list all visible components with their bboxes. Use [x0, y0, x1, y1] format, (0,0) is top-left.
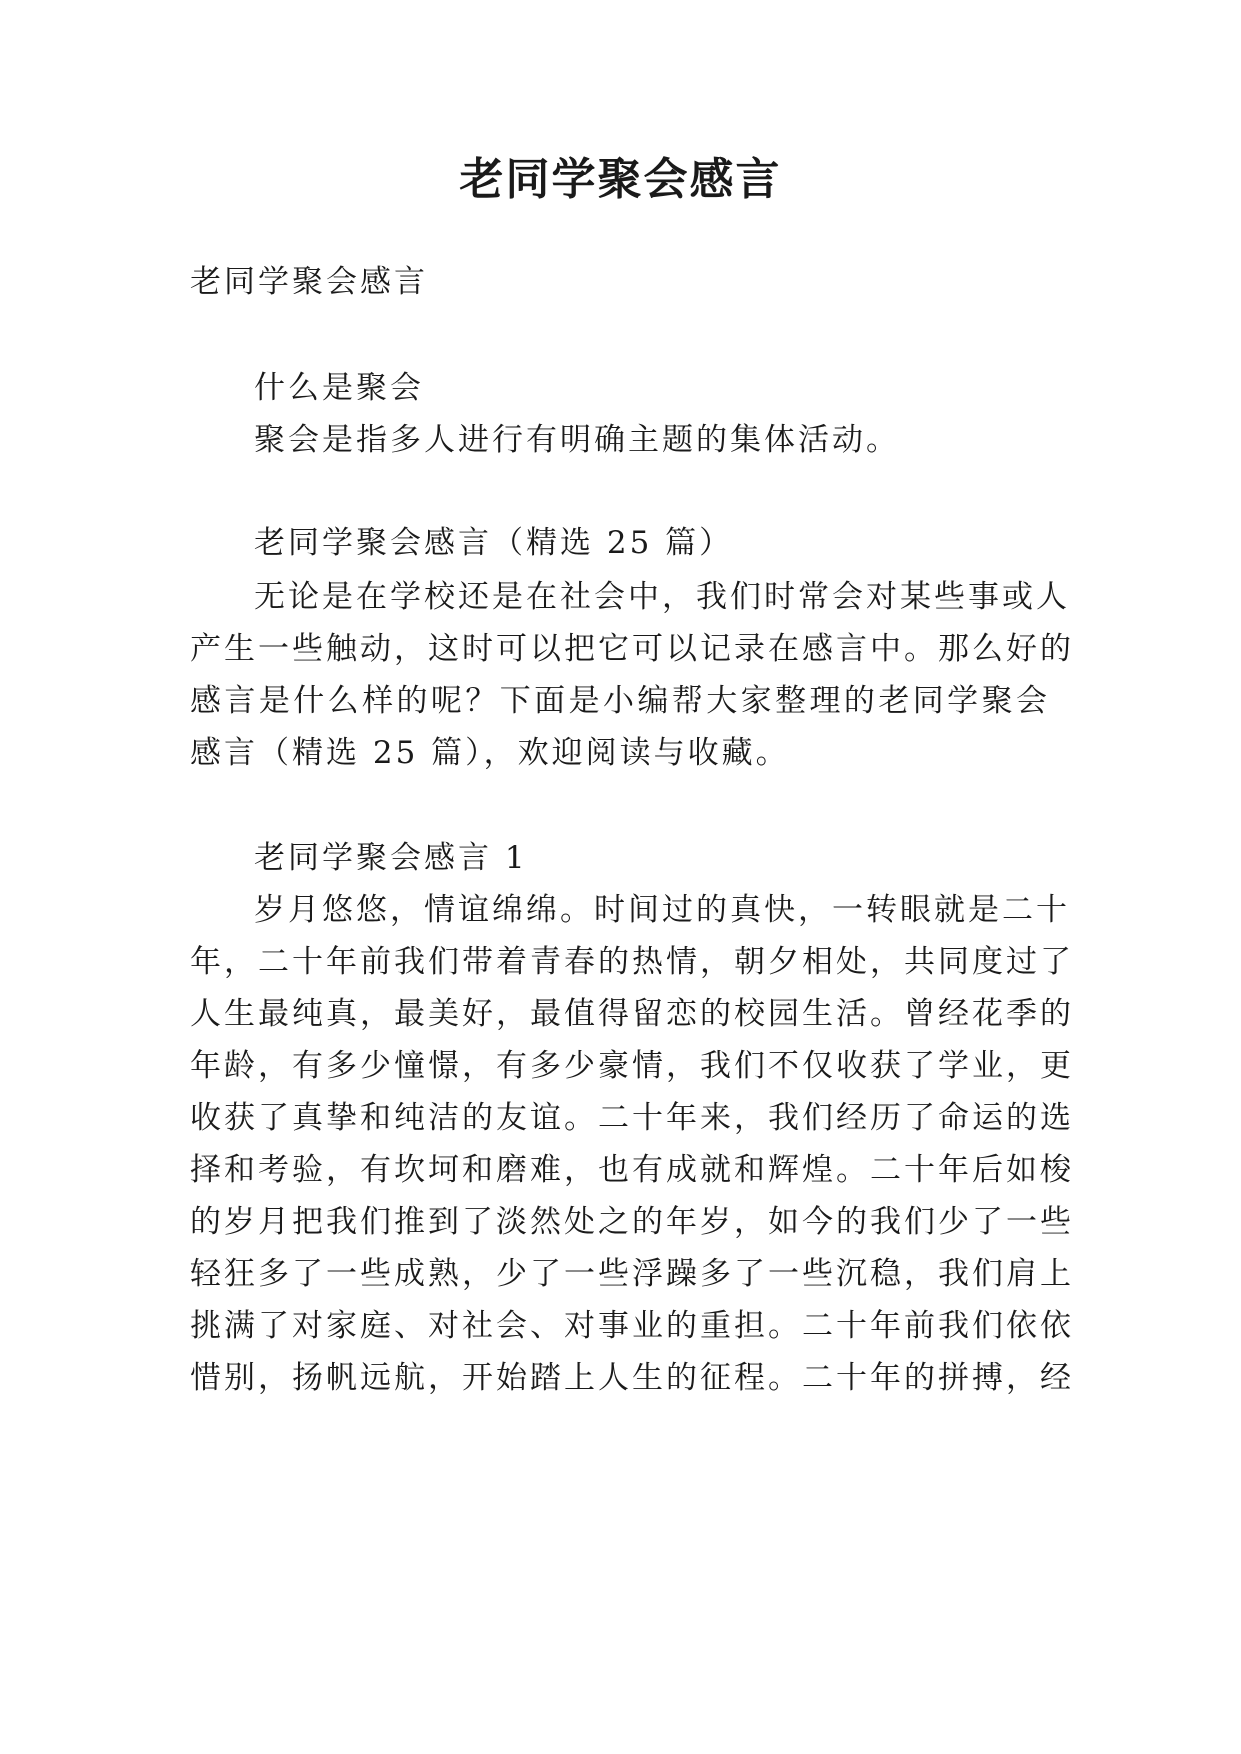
paragraph-line: 的岁月把我们推到了淡然处之的年岁，如今的我们少了一些: [190, 1204, 1074, 1240]
document-title: 老同学聚会感言: [459, 154, 782, 205]
paragraph-line: 产生一些触动，这时可以把它可以记录在感言中。那么好的: [190, 631, 1074, 667]
paragraph-line: 年，二十年前我们带着青春的热情，朝夕相处，共同度过了: [190, 944, 1074, 980]
paragraph-line: 收获了真挚和纯洁的友谊。二十年来，我们经历了命运的选: [190, 1100, 1074, 1136]
paragraph-line: 轻狂多了一些成熟，少了一些浮躁多了一些沉稳，我们肩上: [190, 1256, 1074, 1292]
section-heading: 老同学聚会感言 1: [254, 840, 528, 876]
document-subtitle: 老同学聚会感言: [190, 264, 428, 300]
paragraph-line: 挑满了对家庭、对社会、对事业的重担。二十年前我们依依: [190, 1308, 1074, 1344]
section-heading: 什么是聚会: [254, 370, 424, 406]
paragraph-line: 人生最纯真，最美好，最值得留恋的校园生活。曾经花季的: [190, 996, 1074, 1032]
paragraph-line: 择和考验，有坎坷和磨难，也有成就和辉煌。二十年后如梭: [190, 1152, 1074, 1188]
paragraph-line: 无论是在学校还是在社会中，我们时常会对某些事或人: [254, 579, 1070, 615]
section-heading: 老同学聚会感言（精选 25 篇）: [254, 525, 734, 561]
paragraph-line: 岁月悠悠，情谊绵绵。时间过的真快，一转眼就是二十: [254, 892, 1070, 928]
paragraph-line: 感言是什么样的呢？下面是小编帮大家整理的老同学聚会: [190, 683, 1050, 719]
paragraph-line: 年龄，有多少憧憬，有多少豪情，我们不仅收获了学业，更: [190, 1048, 1074, 1084]
paragraph-line: 惜别，扬帆远航，开始踏上人生的征程。二十年的拼搏，经: [190, 1360, 1074, 1396]
paragraph-line: 感言（精选 25 篇），欢迎阅读与收藏。: [190, 735, 790, 771]
paragraph-line: 聚会是指多人进行有明确主题的集体活动。: [254, 422, 900, 458]
